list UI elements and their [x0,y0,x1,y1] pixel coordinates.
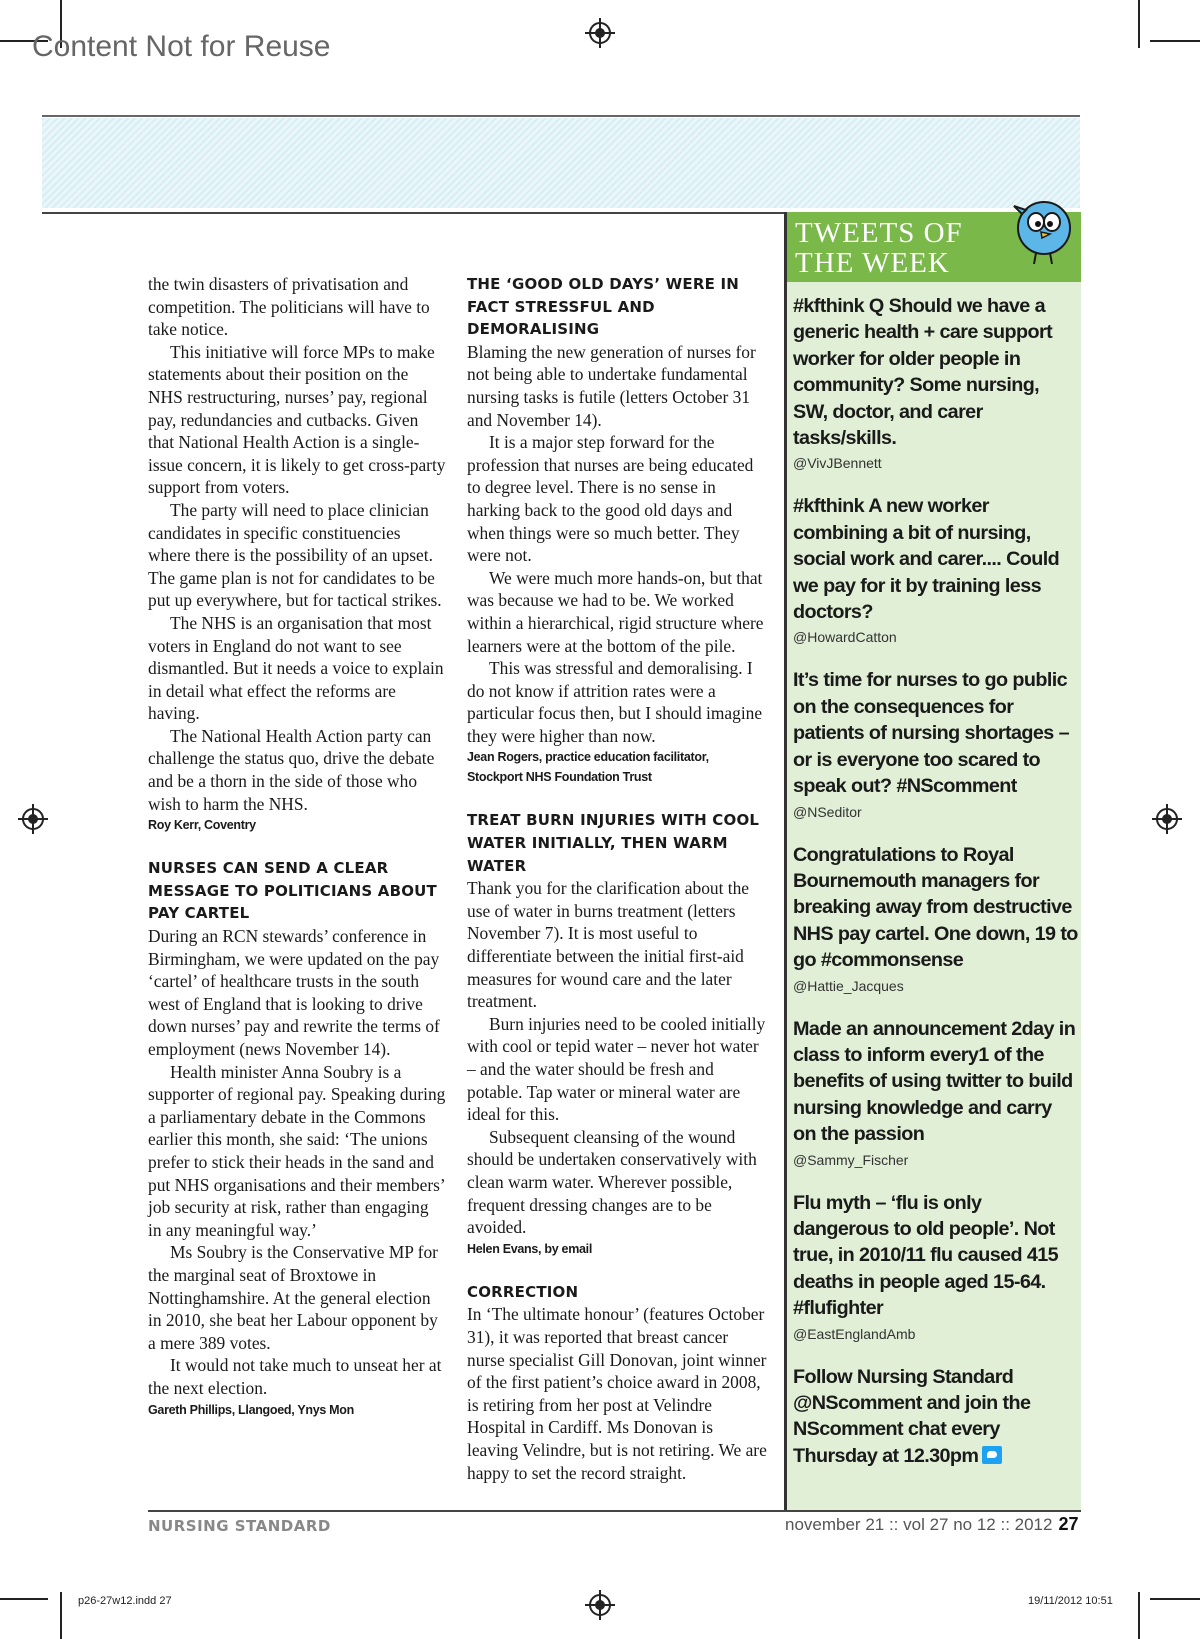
tweet-text: Made an announcement 2day in class to inform every1 of the benefits of using twitter to build nursing knowledge and carry on the passion [793,1017,1076,1146]
registration-mark-icon [1156,808,1178,830]
body-paragraph: Ms Soubry is the Conservative MP for the marginal seat of Broxtowe in Nottinghamshire. At the general election in 2010, she beat her Labour opponent by a mere 389 votes. [148,1242,438,1353]
tweets-title: TWEETS OF THE WEEK [795,217,963,279]
body-paragraph: The National Health Action party can challenge the status quo, drive the debate and be a thorn in the side of those who wish to harm the NHS. [148,725,435,814]
tweet-handle: @HowardCatton [793,629,897,646]
letter-heading: NURSES CAN SEND A CLEAR MESSAGE TO POLITICIANS ABOUT PAY CARTEL [148,859,437,923]
body-paragraph: We were much more hands-on, but that was because we had to be. We worked within a hierarchical, rigid structure where learners were at the bottom of the pile. [467,567,764,656]
watermark: Content Not for Reuse [32,30,331,63]
body-paragraph: Subsequent cleansing of the wound should be undertaken conservatively with clean warm water. Wherever possible, frequent dressing changes are to be avoided. [467,1126,757,1238]
tweet-handle: @NSeditor [793,803,862,820]
twitter-bird-icon [982,1446,1002,1464]
crop-mark [1150,1598,1200,1600]
body-paragraph: the twin disasters of privatisation and competition. The politicians will have to take notice. [148,274,430,340]
tweet [793,667,1078,821]
tweets-list [793,293,1078,1489]
body-paragraph: Blaming the new generation of nurses for not being able to undertake fundamental nursing tasks is futile (letters October 31 and November 14). [467,341,756,430]
letter-signature: Jean Rogers, practice education facilitator, Stockport NHS Foundation Trust [467,750,709,785]
tweet-text: Congratulations to Royal Bournemouth managers for breaking away from destructive NHS pay cartel. One down, 19 to go #commonsense [793,843,1078,972]
follow-promo [793,1364,1078,1470]
slug-date: 19/11/2012 10:51 [1028,1595,1113,1607]
body-paragraph: This was stressful and demoralising. I do not know if attrition rates were a particular focus then, but I should imagine they were higher than now. [467,658,763,746]
crop-mark [1150,40,1200,42]
tweet-handle: @EastEnglandAmb [793,1325,916,1342]
tweet-handle: @Sammy_Fischer [793,1151,909,1168]
letters-column-2 [467,273,767,1484]
letters-column-1 [148,273,446,1420]
registration-mark-icon [22,808,44,830]
publication-name: NURSING STANDARD [148,1517,331,1535]
tweet-handle: @VivJBennett [793,455,882,472]
tweet [793,842,1078,996]
letter-heading: CORRECTION [467,1282,579,1301]
registration-mark-icon [589,1594,611,1616]
issue-date: november 21 :: vol 27 no 12 :: 2012 [785,1515,1053,1534]
body-paragraph: Health minister Anna Soubry is a supporter of regional pay. Speaking during a parliamentary debate in the Commons earlier this month, she said: ‘The unions prefer to stick their heads in the sand and put NHS organisations and their members’ job security at risk, rather than engaging in any meaningful way.’ [148,1061,446,1240]
tweet-handle: @Hattie_Jacques [793,977,904,994]
body-paragraph: During an RCN stewards’ conference in Birmingham, we were updated on the pay ‘cartel’ of healthcare trusts in the south west of England that is looking to drive down nurses’ pay and rewrite the terms of employment (news November 14). [148,926,440,1059]
body-paragraph: It is a major step forward for the profession that nurses are being educated to degree level. There is no sense in harking back to the good old days and when things were so much better. They were not. [467,432,754,566]
slug-file: p26-27w12.indd 27 [78,1595,172,1607]
crop-mark [1138,0,1140,48]
bird-mascot-icon [1008,196,1076,268]
follow-text: Follow Nursing Standard @NScomment and join the NScomment chat every Thursday at 12.30pm [793,1365,1031,1467]
registration-mark-icon [589,22,611,44]
divider [42,212,784,214]
divider [42,115,1080,117]
letter-signature: Gareth Phillips, Llangoed, Ynys Mon [148,1402,354,1417]
crop-mark [0,1598,48,1600]
page-number: 27 [1058,1514,1079,1534]
issue-info [785,1514,1079,1535]
body-paragraph: In ‘The ultimate honour’ (features October 31), it was reported that breast cancer nurse specialist Gill Donovan, joint winner of the first patient’s choice award in 2008, is retiring from her post at Velindre Hospital in Cardiff. Ms Donovan is leaving Velindre, but is not retiring. We are happy to set the record straight. [467,1304,767,1483]
body-paragraph: This initiative will force MPs to make statements about their position on the NHS restructuring, nurses’ pay, regional pay, redundancies and cutbacks. Given that National Health Action is a single-issue concern, it is likely to get cross-party support from voters. [148,341,446,498]
tweet [793,1016,1078,1170]
letter-heading: TREAT BURN INJURIES WITH COOL WATER INITIALLY, THEN WARM WATER [467,811,760,875]
divider [148,1510,1081,1512]
tweet-text: #kfthink Q Should we have a generic health + care support worker for older people in community? Some nursing, SW, doctor, and carer tasks/skills. [793,295,1053,450]
letter-signature: Roy Kerr, Coventry [148,818,256,833]
letter-heading: THE ‘GOOD OLD DAYS’ WERE IN FACT STRESSFUL AND DEMORALISING [467,275,739,339]
body-paragraph: The NHS is an organisation that most voters in England do not want to see dismantled. But it needs a voice to explain in detail what effect the reforms are having. [148,612,444,724]
letter-signature: Helen Evans, by email [467,1241,593,1256]
tweet [793,493,1078,647]
tweet-text: #kfthink A new worker combining a bit of nursing, social work and carer.... Could we pay for it by training less doctors? [793,495,1060,624]
body-paragraph: Burn injuries need to be cooled initially with cool or tepid water – never hot water – and the water should be fresh and potable. Tap water or mineral water are ideal for this. [467,1013,766,1125]
tweet-text: Flu myth – ‘flu is only dangerous to old people’. Not true, in 2010/11 flu caused 415 deaths in people aged 15-64. #flufighter [793,1191,1059,1320]
header-banner [42,118,1080,208]
body-paragraph: The party will need to place clinician candidates in specific constituencies where there is the possibility of an upset. The game plan is not for candidates to be put up everywhere, but for tactical strikes. [148,499,442,611]
crop-mark [60,1592,62,1639]
tweet [793,293,1078,473]
crop-mark [1138,1592,1140,1639]
body-paragraph: Thank you for the clarification about the use of water in burns treatment (letters November 7). It is most useful to differentiate between the initial first-aid measures for wound care and the later treatment. [467,878,750,1012]
body-paragraph: It would not take much to unseat her at the next election. [148,1355,442,1398]
tweet [793,1190,1078,1344]
tweet-text: It’s time for nurses to go public on the consequences for patients of nursing shortages – or is everyone too scared to speak out? #NScomment [793,669,1069,798]
